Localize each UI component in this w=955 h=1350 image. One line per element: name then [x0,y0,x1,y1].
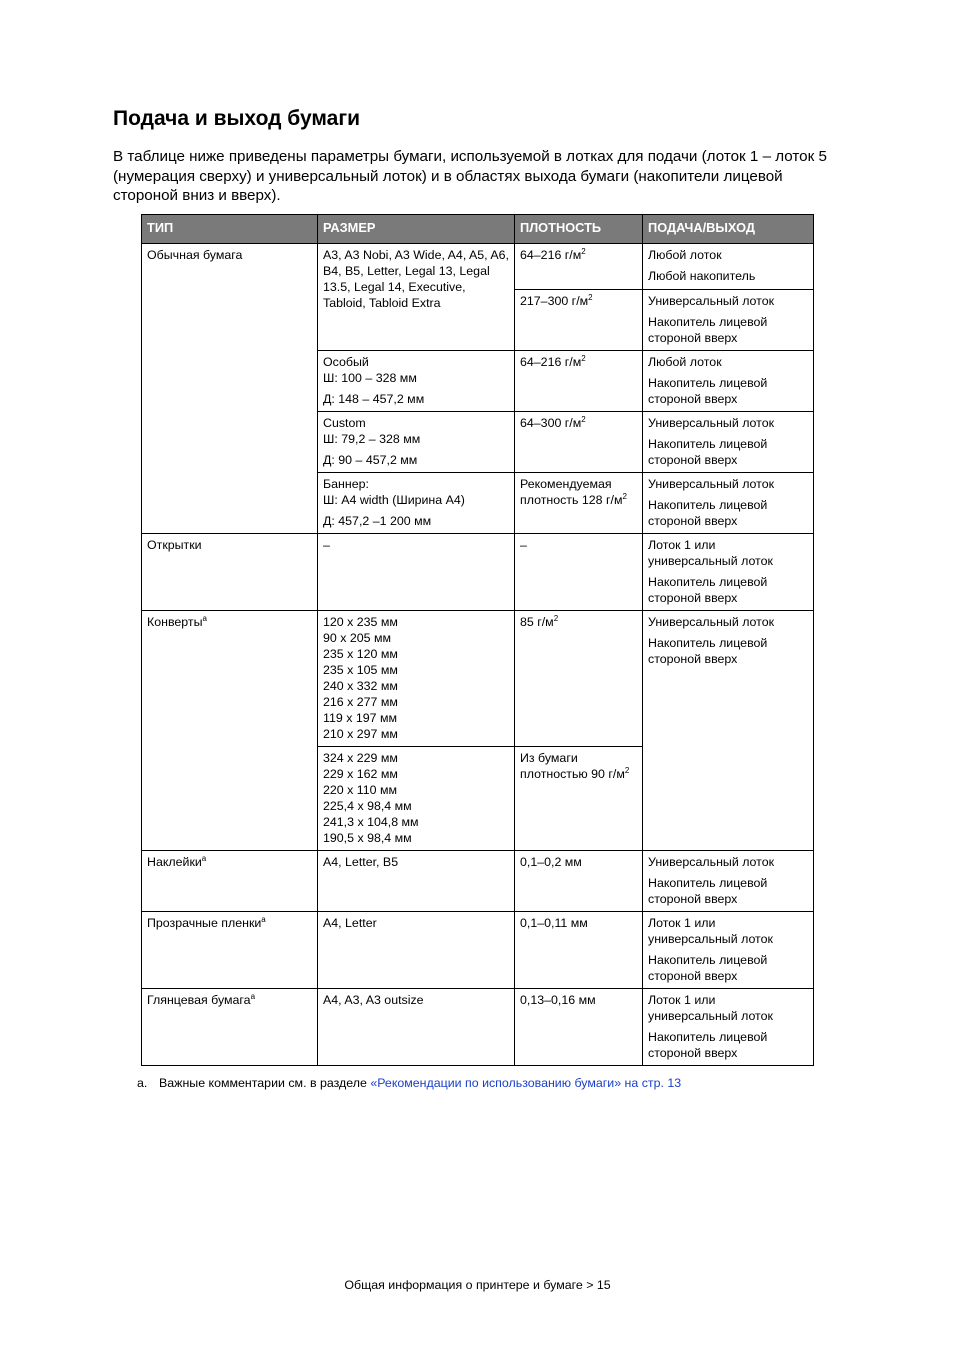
feed-cell: Универсальный лоток Накопитель лицевой стороной вверх [643,412,814,473]
size-cell: A4, Letter, B5 [318,851,515,912]
weight-cell: Из бумаги плотностью 90 $г/м^2$ [515,747,643,851]
envelope-size: 220 x 110 мм [323,783,397,797]
weight-cell: 85 $г/м^2$ [515,611,643,747]
size-cell: Особый Ш: 100 – 328 мм Д: 148 – 457,2 мм [318,351,515,412]
envelope-size: 324 x 229 мм [323,751,398,765]
intro-paragraph: В таблице ниже приведены параметры бумаги, используемой в лотках для подачи (лоток 1 – лоток 5 (нумерация сверху) и универсальный лоток) и в областях выхода бумаги (накопители лицевой стороной вниз и вверх). [113,148,827,204]
table-row [142,534,814,611]
paper-spec-table [141,214,814,1066]
weight-cell: 0,1–0,11 мм [515,912,643,989]
footnote-link[interactable]: «Рекомендации по использованию бумаги» на стр. 13 [370,1076,682,1090]
weight-cell: – [515,534,643,611]
weight-cell: Рекомендуемая плотность 128 $г/м^2$ [515,473,643,534]
envelope-size: 225,4 x 98,4 мм [323,799,412,813]
table-row [142,611,814,747]
header-weight: ПЛОТНОСТЬ [515,215,643,244]
feed-cell: Лоток 1 или универсальный лоток Накопитель лицевой стороной вверх [643,912,814,989]
feed-cell: Лоток 1 или универсальный лоток Накопитель лицевой стороной вверх [643,534,814,611]
feed-cell: Универсальный лоток Накопитель лицевой стороной вверх [643,290,814,351]
footnote-mark: a. [137,1076,148,1090]
envelope-size: 190,5 x 98,4 мм [323,831,412,845]
weight-cell: 64–216 $г/м^2$ [515,351,643,412]
weight-cell: 64–300 $г/м^2$ [515,412,643,473]
header-size: РАЗМЕР [318,215,515,244]
size-cell: A4, A3, A3 outsize [318,989,515,1066]
envelope-size: 119 x 197 мм [323,711,397,725]
footnote [137,1076,681,1090]
size-cell [318,611,515,747]
type-cell: Прозрачные пленки$^a$ [142,912,318,989]
page-footer: Общая информация о принтере и бумаге > 15 [344,1278,611,1292]
size-cell: Баннер: Ш: A4 width (Ширина A4) Д: 457,2 –1 200 мм [318,473,515,534]
type-plain: Обычная бумага [147,248,243,262]
type-cell [142,244,318,534]
weight-cell: 217–300 $г/м^2$ [515,290,643,351]
size-cell: Custom Ш: 79,2 – 328 мм Д: 90 – 457,2 мм [318,412,515,473]
weight-cell: 64–216 $г/м^2$ [515,244,643,290]
type-cell: Открытки [142,534,318,611]
weight-cell: 0,1–0,2 мм [515,851,643,912]
table-row [142,912,814,989]
table-header-row [142,215,814,244]
size-cell: A3, A3 Nobi, A3 Wide, A4, A5, A6, B4, B5, Letter, Legal 13, Legal 13.5, Legal 14, Executive, Tabloid, Tabloid Extra [318,244,515,351]
envelope-size: 210 x 297 мм [323,727,398,741]
envelope-size: 235 x 120 мм [323,647,398,661]
envelope-size: 229 x 162 мм [323,767,398,781]
envelope-size: 90 x 205 мм [323,631,392,645]
feed-cell: Универсальный лоток Накопитель лицевой стороной вверх [643,611,814,851]
feed-cell: Универсальный лоток Накопитель лицевой стороной вверх [643,851,814,912]
type-cell: Конверты$^a$ [142,611,318,851]
envelope-size: 216 x 277 мм [323,695,398,709]
weight-cell: 0,13–0,16 мм [515,989,643,1066]
feed-cell: Универсальный лоток Накопитель лицевой стороной вверх [643,473,814,534]
envelope-size: 235 x 105 мм [323,663,398,677]
type-cell: Глянцевая бумага$^a$ [142,989,318,1066]
size-cell: – [318,534,515,611]
header-feed-output: ПОДАЧА/ВЫХОД [643,215,814,244]
type-cell: Наклейки$^a$ [142,851,318,912]
envelope-size: 240 x 332 мм [323,679,398,693]
feed-cell: Любой лоток Любой накопитель [643,244,814,290]
footnote-text: Важные комментарии см. в разделе [159,1076,371,1090]
page-title: Подача и выход бумаги [113,107,360,130]
size-cell [318,747,515,851]
table-row [142,244,814,290]
size-cell: A4, Letter [318,912,515,989]
table-row [142,851,814,912]
header-type: ТИП [142,215,318,244]
envelope-size: 241,3 x 104,8 мм [323,815,419,829]
table-row [142,989,814,1066]
feed-cell: Любой лоток Накопитель лицевой стороной вверх [643,351,814,412]
envelope-size: 120 x 235 мм [323,615,398,629]
feed-cell: Лоток 1 или универсальный лоток Накопитель лицевой стороной вверх [643,989,814,1066]
